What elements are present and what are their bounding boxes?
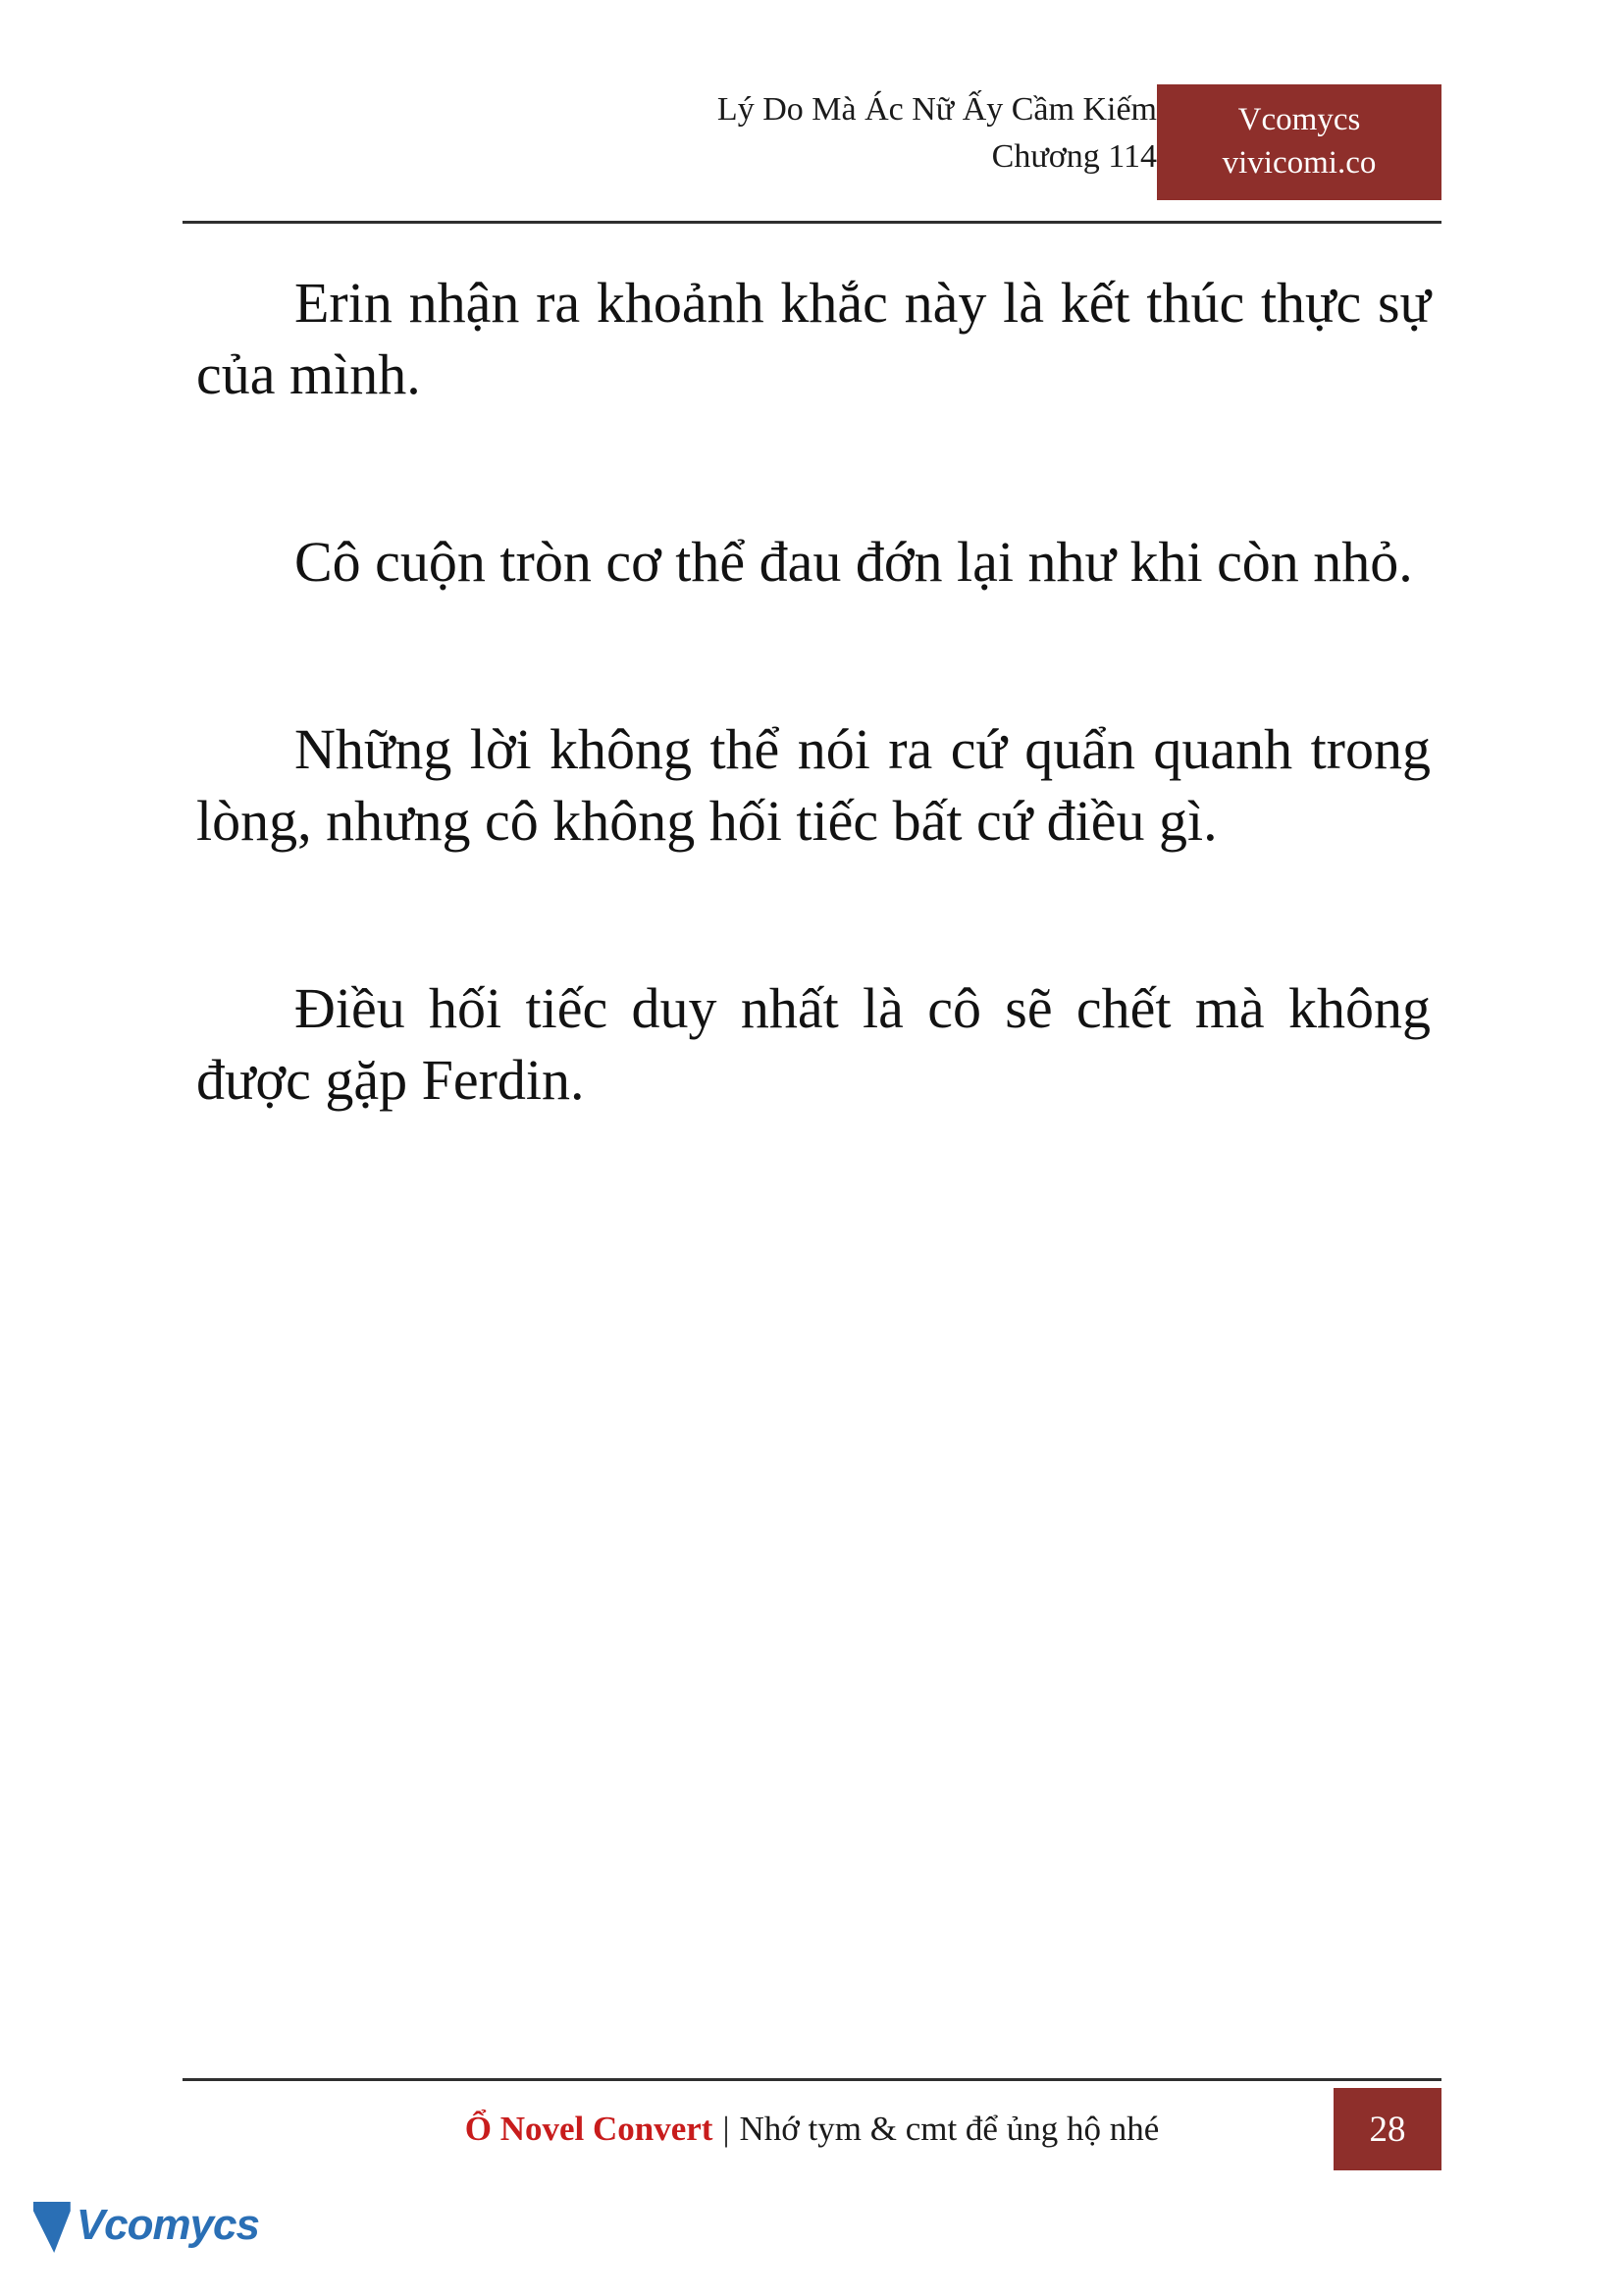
page-number: 28 bbox=[1334, 2088, 1441, 2170]
site-badge-url: vivicomi.co bbox=[1222, 145, 1377, 181]
paragraph: Erin nhận ra khoảnh khắc này là kết thúc thực sự của mình. bbox=[196, 271, 1431, 407]
novel-title: Lý Do Mà Ác Nữ Ấy Cầm Kiếm bbox=[716, 91, 1157, 128]
footer-divider bbox=[183, 2078, 1441, 2081]
vcomycs-logo-icon bbox=[33, 2202, 71, 2253]
footer-brand: Ổ Novel Convert bbox=[464, 2110, 713, 2148]
vcomycs-wordmark: Vcomycs bbox=[76, 2201, 259, 2249]
chapter-label: Chương 114 bbox=[991, 138, 1157, 176]
page-footer bbox=[183, 2088, 1441, 2170]
footer-credit bbox=[183, 2088, 1441, 2170]
page-body bbox=[196, 267, 1431, 1117]
site-badge-name: Vcomycs bbox=[1237, 102, 1361, 138]
footer-note: Nhớ tym & cmt để ủng hộ nhé bbox=[739, 2110, 1160, 2148]
header-title-block bbox=[717, 88, 1157, 179]
paragraph: Điều hối tiếc duy nhất là cô sẽ chết mà không được gặp Ferdin. bbox=[196, 976, 1431, 1113]
site-badge bbox=[1157, 84, 1441, 200]
footer-separator: | bbox=[722, 2110, 730, 2148]
page-header bbox=[183, 88, 1441, 226]
vcomycs-watermark bbox=[33, 2186, 259, 2265]
paragraph: Những lời không thể nói ra cứ quẩn quanh trong lòng, nhưng cô không hối tiếc bất cứ điều gì. bbox=[196, 717, 1431, 854]
paragraph: Cô cuộn tròn cơ thể đau đớn lại như khi còn nhỏ. bbox=[294, 530, 1413, 595]
header-divider bbox=[183, 221, 1441, 224]
